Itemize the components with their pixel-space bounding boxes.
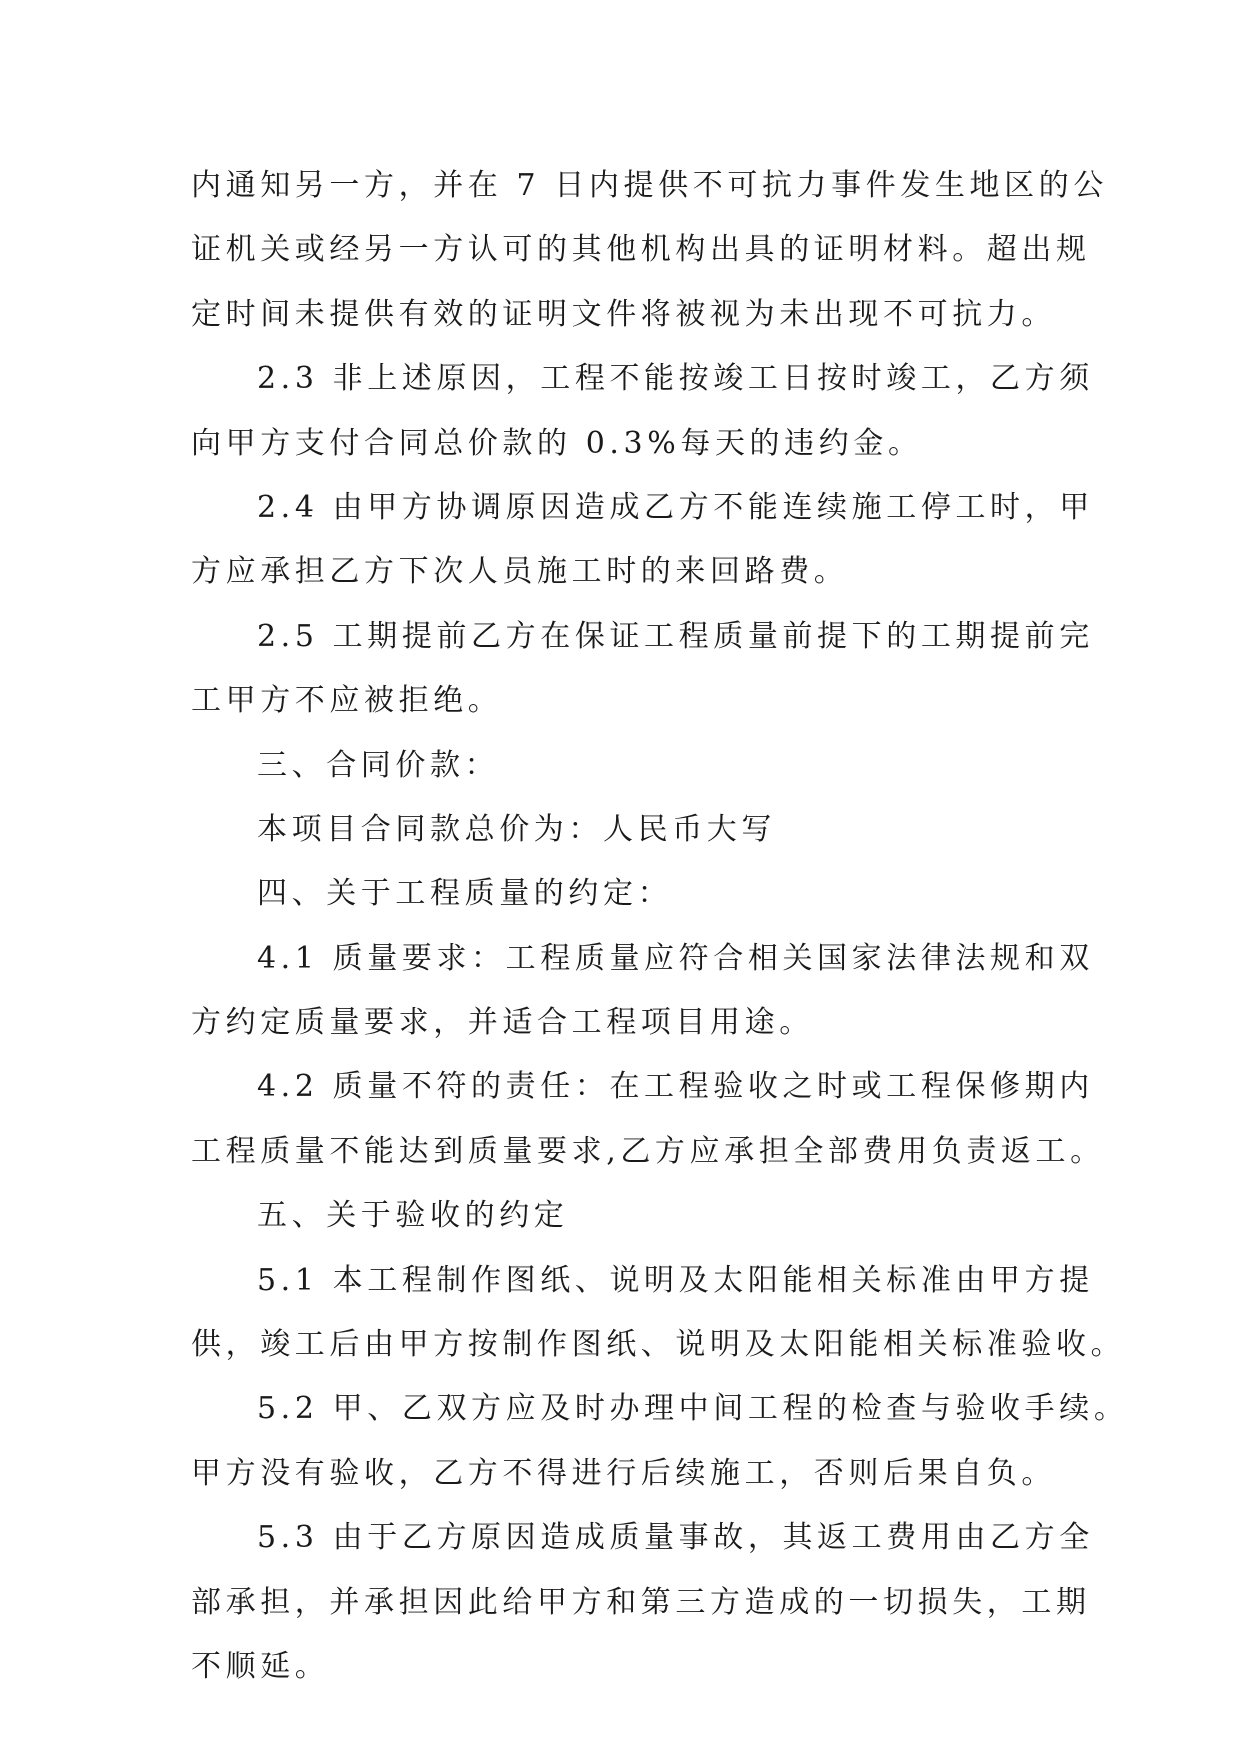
text-line: 方应承担乙方下次人员施工时的来回路费。 bbox=[191, 554, 849, 590]
section-heading-3: 三、合同价款： bbox=[257, 747, 500, 783]
text-line: 证机关或经另一方认可的其他机构出具的证明材料。超出规 bbox=[191, 232, 1091, 268]
section-heading-5: 五、关于验收的约定 bbox=[257, 1198, 569, 1234]
text-line: 部承担，并承担因此给甲方和第三方造成的一切损失，工期 bbox=[191, 1584, 1091, 1620]
contract-price-line: 本项目合同款总价为：人民币大写 bbox=[257, 811, 776, 847]
text-line: 供，竣工后由甲方按制作图纸、说明及太阳能相关标准验收。 bbox=[191, 1327, 1126, 1363]
clause-5-2: 5.2 甲、乙双方应及时办理中间工程的检查与验收手续。 bbox=[257, 1391, 1129, 1427]
clause-2-5: 2.5 工期提前乙方在保证工程质量前提下的工期提前完 bbox=[257, 618, 1094, 654]
text-line: 定时间未提供有效的证明文件将被视为未出现不可抗力。 bbox=[191, 296, 1056, 332]
text-line: 甲方没有验收，乙方不得进行后续施工，否则后果自负。 bbox=[191, 1455, 1056, 1491]
clause-4-1: 4.1 质量要求：工程质量应符合相关国家法律法规和双 bbox=[257, 940, 1094, 976]
document-body bbox=[191, 154, 1129, 1699]
clause-2-3: 2.3 非上述原因，工程不能按竣工日按时竣工，乙方须 bbox=[257, 361, 1094, 397]
clause-5-3: 5.3 由于乙方原因造成质量事故，其返工费用由乙方全 bbox=[257, 1520, 1094, 1556]
text-line: 不顺延。 bbox=[191, 1648, 330, 1684]
clause-5-1: 5.1 本工程制作图纸、说明及太阳能相关标准由甲方提 bbox=[257, 1262, 1094, 1298]
text-line: 工程质量不能达到质量要求,乙方应承担全部费用负责返工。 bbox=[191, 1133, 1105, 1169]
text-line: 工甲方不应被拒绝。 bbox=[191, 683, 503, 719]
text-line: 内通知另一方，并在 7 日内提供不可抗力事件发生地区的公 bbox=[191, 168, 1108, 203]
clause-2-4: 2.4 由甲方协调原因造成乙方不能连续施工停工时，甲 bbox=[257, 489, 1094, 525]
section-heading-4: 四、关于工程质量的约定： bbox=[257, 876, 673, 912]
text-line: 方约定质量要求，并适合工程项目用途。 bbox=[191, 1005, 814, 1041]
text-line: 向甲方支付合同总价款的 0.3%每天的违约金。 bbox=[191, 425, 923, 461]
clause-4-2: 4.2 质量不符的责任：在工程验收之时或工程保修期内 bbox=[257, 1069, 1094, 1105]
